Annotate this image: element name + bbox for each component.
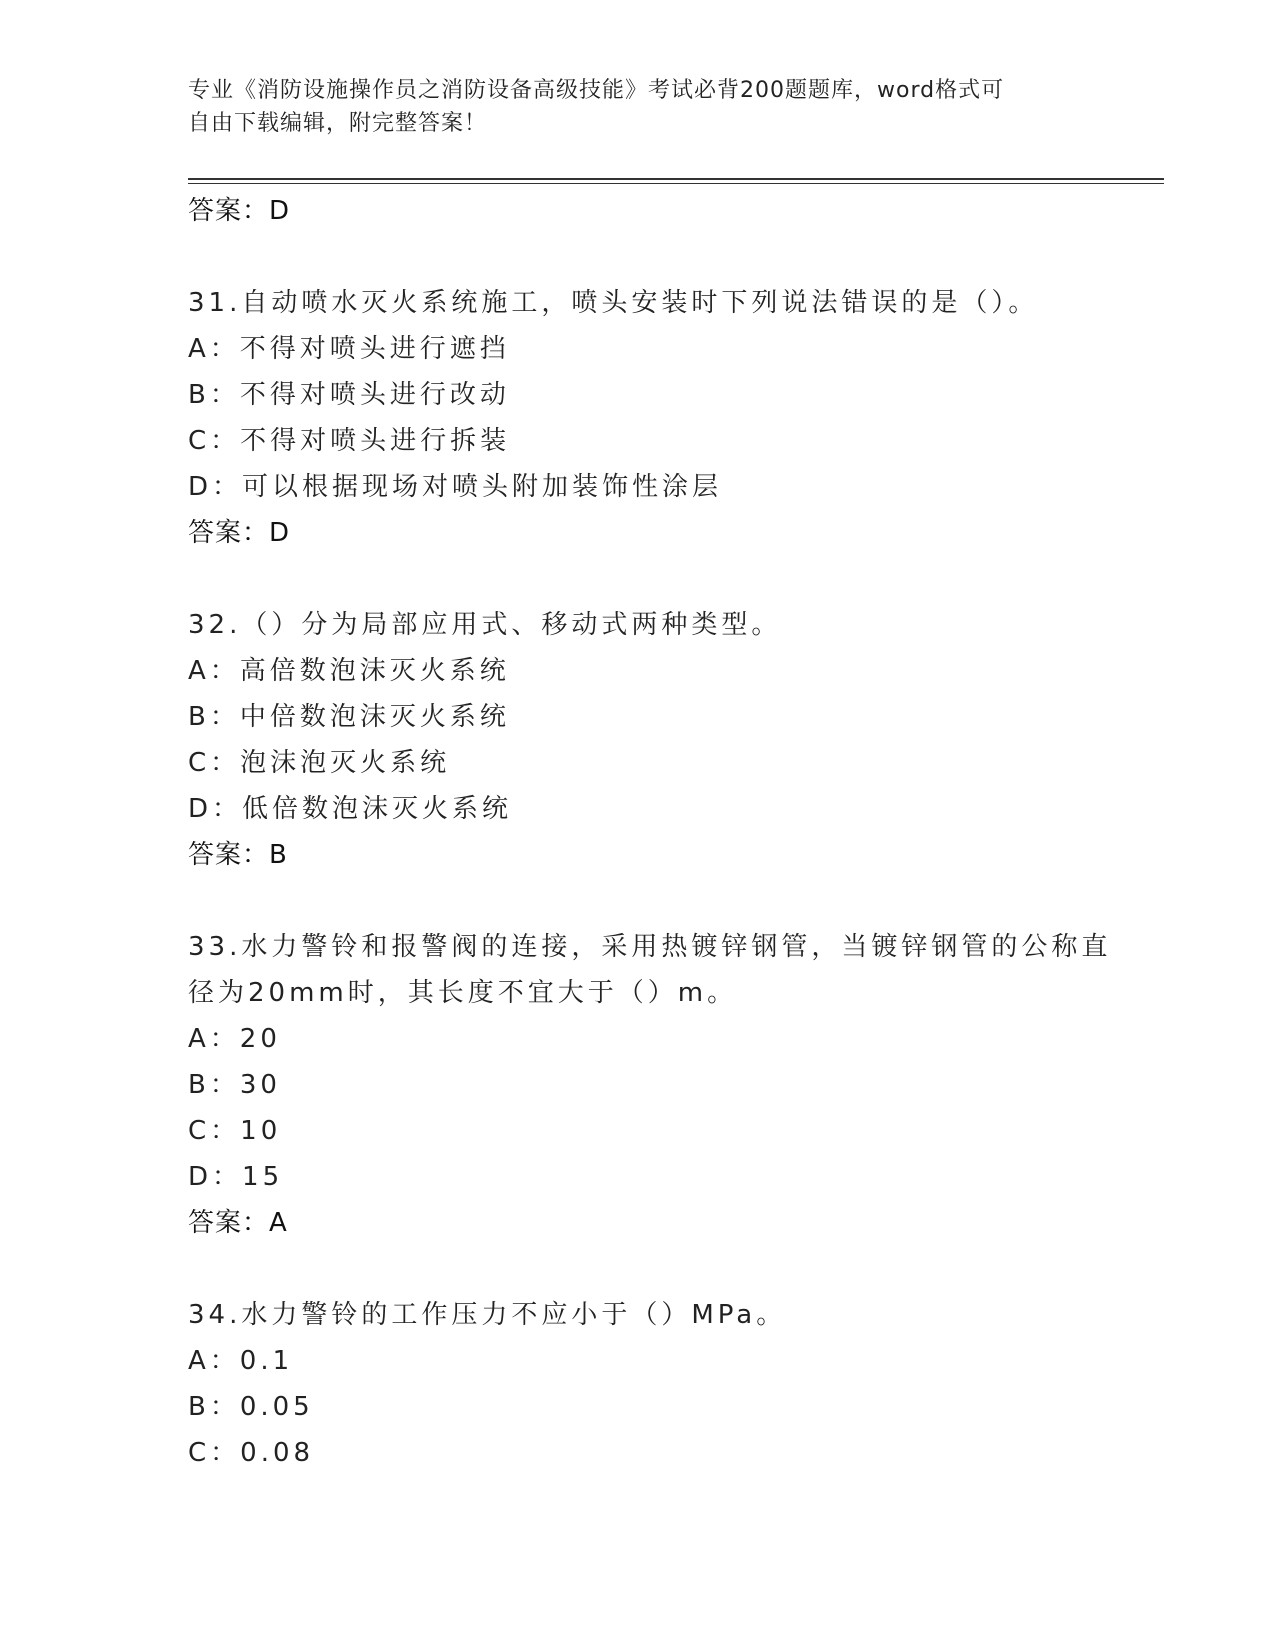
header-divider-thick: [188, 178, 1164, 180]
option-b: B：中倍数泡沫灭火系统: [188, 702, 510, 732]
header-divider-thin: [188, 183, 1164, 184]
document-header: [188, 74, 1088, 140]
previous-answer: 答案：D: [188, 196, 291, 226]
option-d: D：可以根据现场对喷头附加装饰性涂层: [188, 472, 723, 502]
option-a: A：高倍数泡沫灭火系统: [188, 656, 510, 686]
question-stem-line-2: 径为20mm时，其长度不宜大于（）m。: [188, 978, 738, 1008]
spacer: [188, 878, 1128, 924]
question-33: [188, 924, 1128, 1246]
option-c: C：不得对喷头进行拆装: [188, 426, 511, 456]
question-stem: 31.自动喷水灭火系统施工，喷头安装时下列说法错误的是（）。: [188, 288, 1039, 318]
question-answer: 答案：D: [188, 518, 291, 548]
header-line-2: 自由下载编辑，附完整答案！: [188, 111, 488, 136]
question-32: [188, 602, 1128, 878]
header-line-1: 专业《消防设施操作员之消防设备高级技能》考试必背200题题库，word格式可: [188, 78, 1005, 103]
option-a: A：不得对喷头进行遮挡: [188, 334, 510, 364]
option-b: B：不得对喷头进行改动: [188, 380, 510, 410]
option-c: C：0.08: [188, 1438, 315, 1468]
spacer: [188, 234, 1128, 280]
question-stem: 32.（）分为局部应用式、移动式两种类型。: [188, 610, 782, 640]
question-list: [188, 188, 1128, 1476]
question-answer: 答案：B: [188, 840, 288, 870]
question-34: [188, 1292, 1128, 1476]
option-d: D：15: [188, 1162, 284, 1192]
question-31: [188, 280, 1128, 556]
option-a: A：20: [188, 1024, 281, 1054]
option-b: B：0.05: [188, 1392, 314, 1422]
option-c: C：10: [188, 1116, 282, 1146]
option-b: B：30: [188, 1070, 281, 1100]
spacer: [188, 1246, 1128, 1292]
spacer: [188, 556, 1128, 602]
question-stem: 34.水力警铃的工作压力不应小于（）MPa。: [188, 1300, 787, 1330]
question-stem-line-1: 33.水力警铃和报警阀的连接，采用热镀锌钢管，当镀锌钢管的公称直: [188, 932, 1112, 962]
question-answer: 答案：A: [188, 1208, 288, 1238]
option-c: C：泡沫泡灭火系统: [188, 748, 451, 778]
option-d: D：低倍数泡沫灭火系统: [188, 794, 513, 824]
option-a: A：0.1: [188, 1346, 294, 1376]
